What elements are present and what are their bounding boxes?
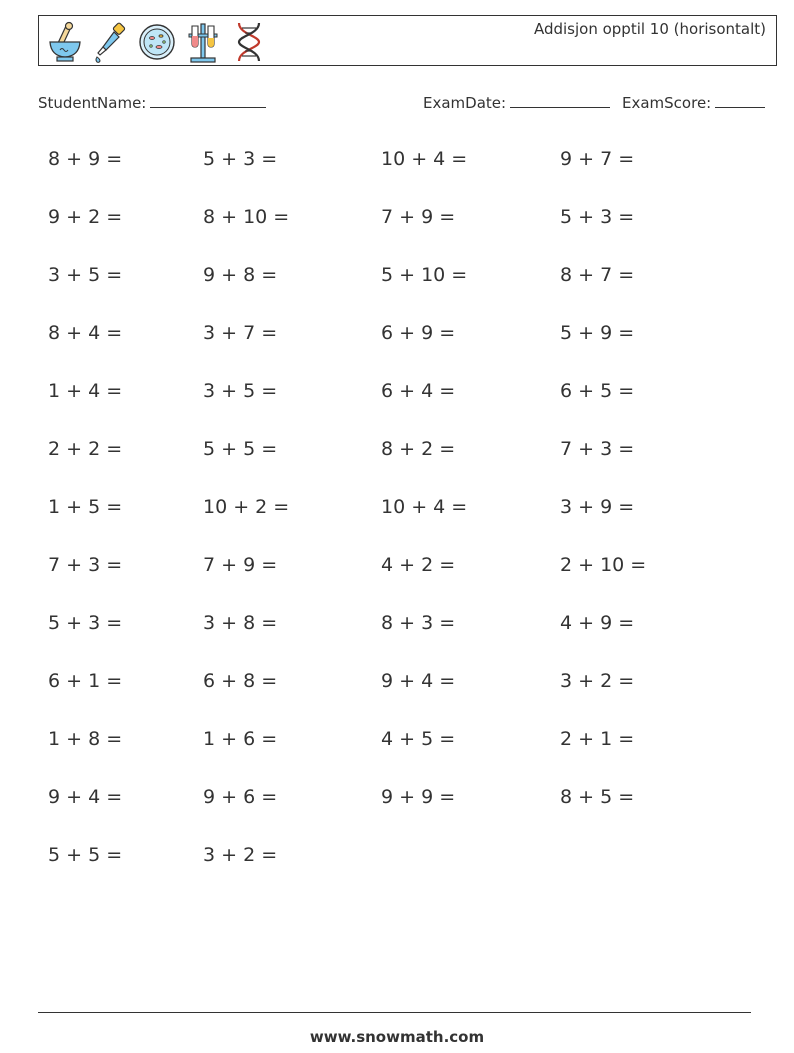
problem-item: 3 + 5 =: [203, 380, 278, 402]
problem-item: 3 + 8 =: [203, 612, 278, 634]
petri-dish-icon: [137, 20, 177, 64]
problem-item: 1 + 4 =: [48, 380, 123, 402]
problem-item: 9 + 4 =: [48, 786, 123, 808]
footer-divider: [38, 1012, 751, 1013]
problem-item: 5 + 5 =: [203, 438, 278, 460]
exam-score-line: [715, 93, 765, 108]
problem-item: 5 + 9 =: [560, 322, 635, 344]
problem-item: 7 + 3 =: [560, 438, 635, 460]
problem-item: 1 + 8 =: [48, 728, 123, 750]
student-name-label: StudentName:: [38, 94, 147, 112]
problem-item: 2 + 1 =: [560, 728, 635, 750]
problem-item: 1 + 6 =: [203, 728, 278, 750]
problem-item: 4 + 9 =: [560, 612, 635, 634]
problem-item: 6 + 9 =: [381, 322, 456, 344]
problem-item: 2 + 10 =: [560, 554, 647, 576]
header-icons: [45, 20, 269, 64]
problem-item: 1 + 5 =: [48, 496, 123, 518]
problem-item: 9 + 9 =: [381, 786, 456, 808]
problem-item: 8 + 10 =: [203, 206, 290, 228]
problem-item: 10 + 4 =: [381, 148, 468, 170]
problem-item: 5 + 5 =: [48, 844, 123, 866]
problem-item: 6 + 8 =: [203, 670, 278, 692]
footer-url: www.snowmath.com: [309, 1028, 485, 1046]
problem-item: 3 + 2 =: [203, 844, 278, 866]
problem-item: 5 + 3 =: [48, 612, 123, 634]
problem-item: 3 + 9 =: [560, 496, 635, 518]
problem-item: 10 + 4 =: [381, 496, 468, 518]
problem-item: 3 + 7 =: [203, 322, 278, 344]
problem-item: 9 + 8 =: [203, 264, 278, 286]
problem-item: 7 + 9 =: [381, 206, 456, 228]
exam-score-field[interactable]: [622, 93, 765, 112]
problem-item: 5 + 3 =: [560, 206, 635, 228]
problem-item: 6 + 4 =: [381, 380, 456, 402]
problem-item: 3 + 5 =: [48, 264, 123, 286]
problem-item: 8 + 2 =: [381, 438, 456, 460]
problem-item: 8 + 7 =: [560, 264, 635, 286]
problem-item: 4 + 5 =: [381, 728, 456, 750]
problem-item: 5 + 10 =: [381, 264, 468, 286]
exam-date-line: [510, 93, 610, 108]
problem-item: 9 + 6 =: [203, 786, 278, 808]
problem-item: 8 + 5 =: [560, 786, 635, 808]
problem-item: 6 + 5 =: [560, 380, 635, 402]
student-name-field[interactable]: [38, 93, 266, 112]
problem-item: 5 + 3 =: [203, 148, 278, 170]
problem-item: 2 + 2 =: [48, 438, 123, 460]
student-name-line: [150, 93, 266, 108]
dropper-icon: [91, 20, 131, 64]
student-info-fields: [38, 93, 770, 117]
problem-item: 8 + 9 =: [48, 148, 123, 170]
problem-item: 9 + 2 =: [48, 206, 123, 228]
worksheet-title: Addisjon opptil 10 (horisontalt): [533, 20, 766, 38]
problem-item: 3 + 2 =: [560, 670, 635, 692]
mortar-pestle-icon: [45, 20, 85, 64]
problem-item: 10 + 2 =: [203, 496, 290, 518]
problem-item: 7 + 9 =: [203, 554, 278, 576]
problem-item: 9 + 4 =: [381, 670, 456, 692]
exam-date-label: ExamDate:: [423, 94, 507, 112]
exam-score-label: ExamScore:: [622, 94, 712, 112]
test-tube-rack-icon: [183, 20, 223, 64]
worksheet-header: [38, 15, 777, 66]
exam-date-field[interactable]: [423, 93, 610, 112]
problem-item: 4 + 2 =: [381, 554, 456, 576]
problem-item: 9 + 7 =: [560, 148, 635, 170]
problem-item: 8 + 3 =: [381, 612, 456, 634]
problem-item: 8 + 4 =: [48, 322, 123, 344]
problem-item: 6 + 1 =: [48, 670, 123, 692]
dna-icon: [229, 20, 269, 64]
problem-item: 7 + 3 =: [48, 554, 123, 576]
